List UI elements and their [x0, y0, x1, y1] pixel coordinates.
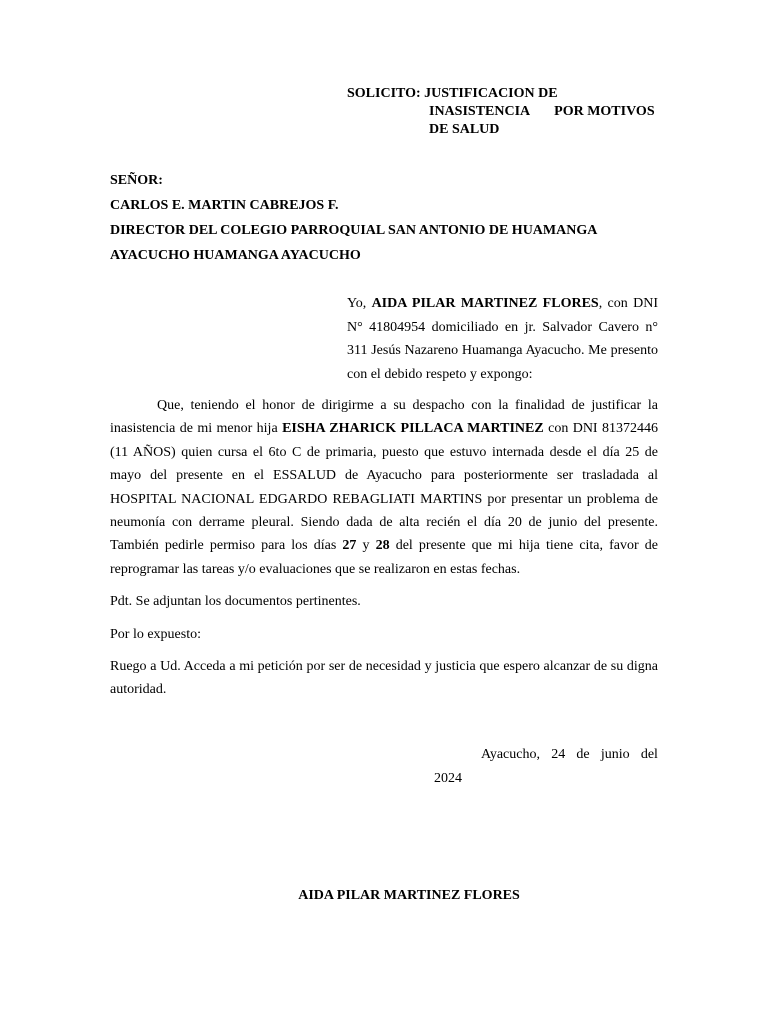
recipient-block [110, 168, 670, 268]
recipient-location: AYACUCHO HUAMANGA AYACUCHO [110, 248, 361, 263]
body-part-4: del presente que mi hija tiene cita, favor de reprogramar las tareas y/o evaluaciones que se realizaron en estas fechas. [110, 538, 658, 577]
subject-line-3: DE SALUD [429, 122, 500, 137]
date-de: de [576, 747, 590, 762]
date-block [434, 743, 658, 790]
date-line-1 [434, 743, 658, 767]
intro-prefix: Yo, [347, 296, 372, 311]
body-part-2: con DNI 81372446 (11 AÑOS) quien cursa el 6to C de primaria, puesto que estuvo internada desde el día 25 de mayo del presente en el ESSALUD de Ayacucho para posteriormente ser trasladada al HOSPITAL NACIONAL EDGARDO REBAGLIATI MARTINS por presentar un problema de neumonía con derrame pleural. Siendo dada de alta recién el día 20 de junio del presente. También pedirle permiso para los días [110, 421, 658, 554]
por-lo-expuesto: Por lo expuesto: [110, 627, 201, 642]
body-part-3: y [356, 538, 376, 554]
attachments-note: Pdt. Se adjuntan los documentos pertinentes. [110, 594, 361, 609]
salutation: SEÑOR: [110, 173, 163, 188]
date-city: Ayacucho, [481, 747, 540, 762]
subject-label: SOLICITO: [347, 86, 421, 101]
date-day: 24 [551, 747, 566, 762]
intro-rest: , con DNI N° 41804954 domiciliado en jr. Salvador Cavero n° 311 Jesús Nazareno Huamanga Ayacucho. Me presento con el debido respeto y expongo: [347, 296, 658, 382]
recipient-name: CARLOS E. MARTIN CABREJOS F. [110, 198, 339, 213]
closing-request: Ruego a Ud. Acceda a mi petición por ser de necesidad y justicia que espero alcanzar de su digna autoridad. [110, 659, 658, 698]
subject-line-1 [347, 85, 667, 103]
body-paragraph [110, 394, 658, 581]
day-2: 28 [375, 538, 390, 554]
subject-line-2 [347, 103, 667, 121]
signature-name: AIDA PILAR MARTINEZ FLORES [298, 888, 520, 903]
intro-paragraph [347, 292, 658, 386]
child-name: EISHA ZHARICK PILLACA MARTINEZ [282, 421, 544, 437]
day-1: 27 [342, 538, 357, 554]
subject-block [347, 85, 667, 139]
date-month: junio [600, 747, 630, 762]
subject-text-2b: POR MOTIVOS [554, 104, 655, 119]
subject-text-2a: INASISTENCIA [429, 104, 531, 119]
date-del: del [640, 747, 658, 762]
recipient-position: DIRECTOR DEL COLEGIO PARROQUIAL SAN ANTONIO DE HUAMANGA [110, 223, 598, 238]
body-part-1: Que, teniendo el honor de dirigirme a su despacho con la finalidad de justificar la inasistencia de mi menor hija [110, 398, 658, 437]
applicant-name: AIDA PILAR MARTINEZ FLORES [371, 296, 599, 311]
date-year: 2024 [434, 770, 462, 786]
subject-text-1: JUSTIFICACION DE [424, 86, 558, 101]
